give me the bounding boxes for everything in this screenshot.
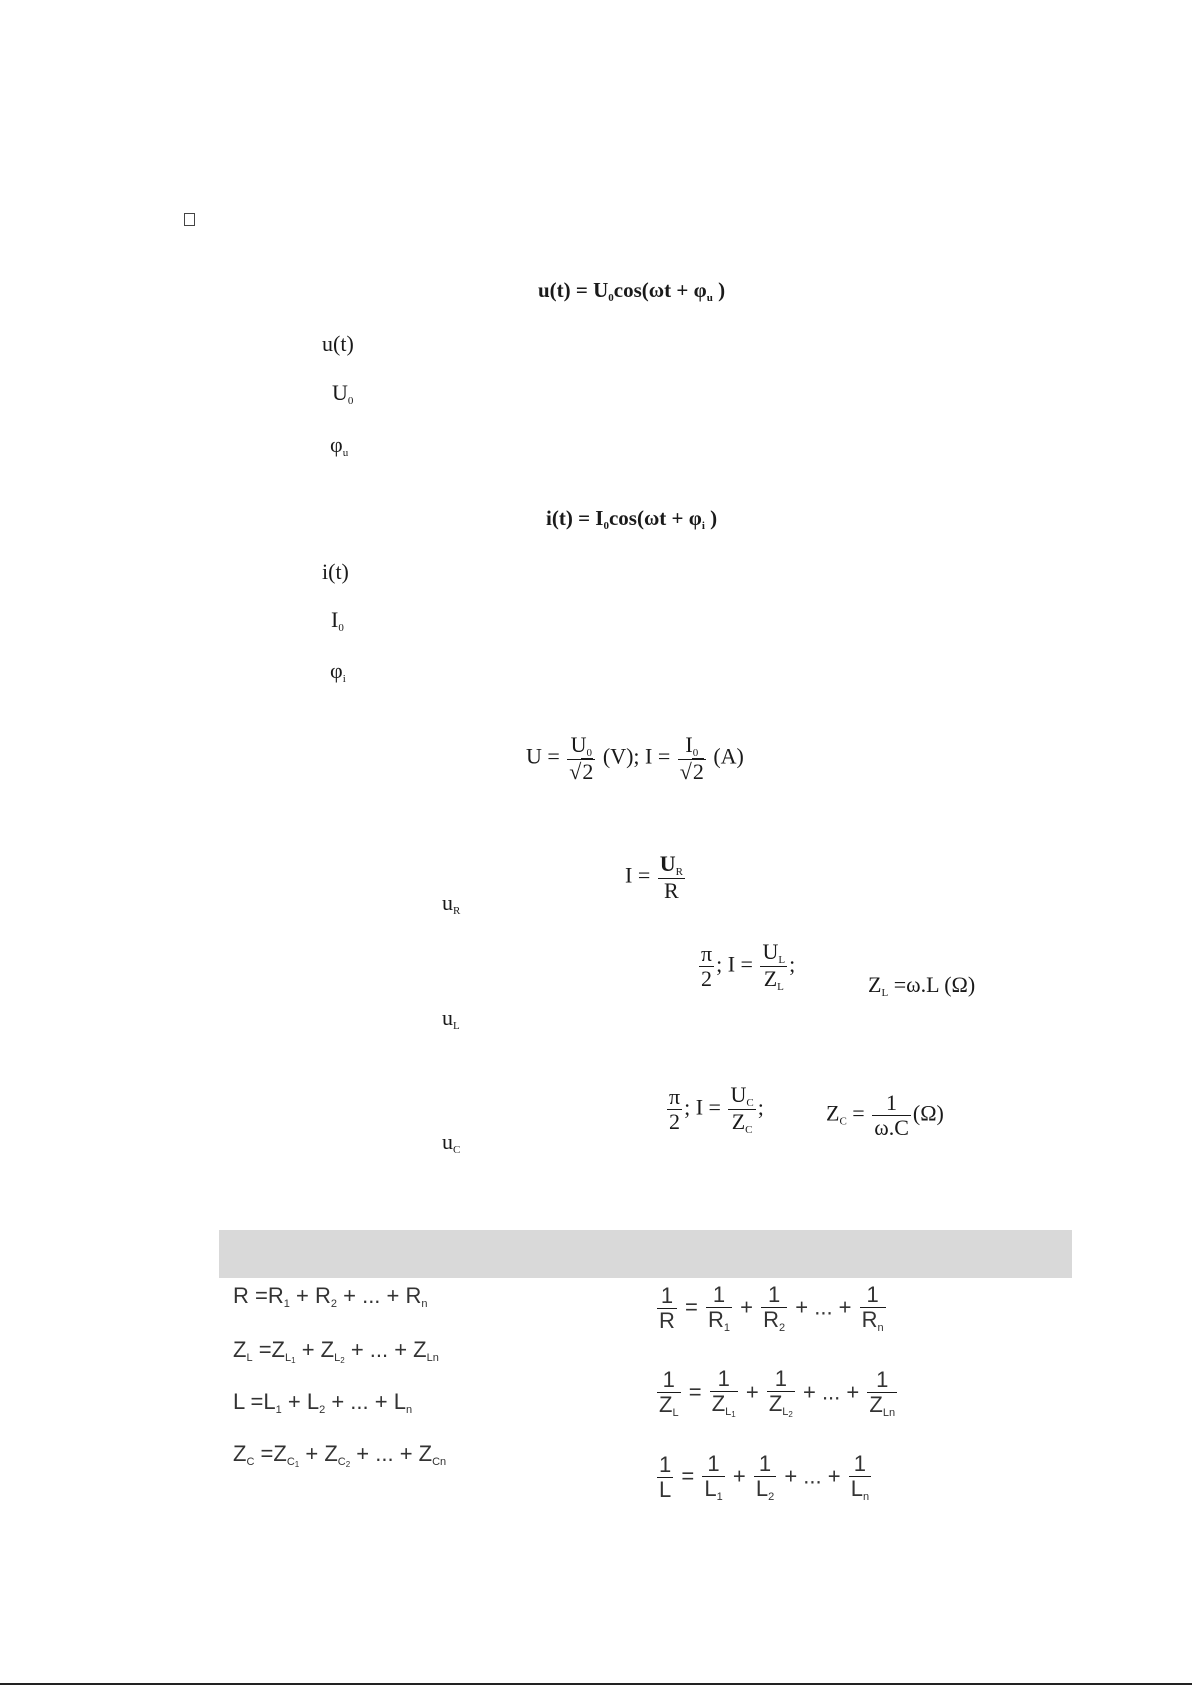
current-equation: $i(t) = I_0\cos(\omega t + \varphi_i$ ): [546, 506, 718, 532]
voltage-symbol-phase: $\varphi_u$: [330, 432, 349, 459]
capacitor-impedance: $Z_C$ = $\frac{1}{\omega.C}$ (Ω): [826, 1090, 944, 1141]
inductor-voltage-label: $u_L$: [442, 1005, 460, 1032]
current-symbol-amplitude: $I_0$: [331, 607, 344, 634]
series-capacitive-reactance: $Z_C =Z_{C_1} + Z_{C_2}$ + ... + $Z_{Cn}$: [233, 1441, 447, 1469]
voltage-symbol-amplitude: $U_0$: [332, 380, 354, 407]
parallel-resistance: $\frac{1}{R}$ = $\frac{1}{R_1}$ + $\frac{1}{R_2}$ + ... + $\frac{1}{R_n}$: [659, 1282, 884, 1335]
series-inductive-reactance: $Z_L =Z_{L_1} + Z_{L_2}$ + ... + $Z_{Ln}$: [233, 1337, 439, 1365]
capacitor-voltage-label: $u_C$: [442, 1129, 461, 1156]
current-symbol-instant: i(t): [322, 559, 349, 584]
series-resistance: $R =R_1 + R_2$ + ... + $R_n$: [233, 1283, 428, 1310]
voltage-symbol-instant: u(t): [322, 331, 354, 356]
parallel-inductive-reactance: $\frac{1}{Z_L}$ = $\frac{1}{Z_{L_1}}$ + $\frac{1}{Z_{L_2}}$ + ... + $\frac{1}{Z_{Ln}}$: [659, 1366, 896, 1420]
inductor-impedance: $Z_L =\omega.L$ (Ω): [868, 972, 976, 999]
parallel-inductance: $\frac{1}{L}$ = $\frac{1}{L_1}$ + $\frac{1}{L_2}$ + ... + $\frac{1}{L_n}$: [659, 1451, 870, 1504]
series-inductance: $L =L_1 + L_2$ + ... + $L_n$: [233, 1389, 413, 1416]
capacitor-formula: $\frac{\pi}{2}$ ; I = $\frac{U_C}{Z_C}$ ;: [669, 1082, 764, 1137]
table-header: [219, 1230, 1072, 1278]
bullet-marker: [184, 213, 195, 226]
inductor-formula: $\frac{\pi}{2}$ ; I = $\frac{U_L}{Z_L}$ ;: [701, 939, 796, 994]
current-symbol-phase: $\varphi_i$: [330, 658, 346, 685]
resistor-voltage-label: $u_R$: [442, 890, 461, 917]
resistor-ohm-law: I = $\frac{U_R}{R}$: [625, 851, 683, 904]
effective-values-formula: U = $\frac{U_0}{√2}$ (V); I = $\frac{I_0}{√2}$ (A): [526, 732, 744, 785]
voltage-equation: $u(t) = U_0\cos(\omega t + \varphi_u$ ): [538, 278, 726, 304]
